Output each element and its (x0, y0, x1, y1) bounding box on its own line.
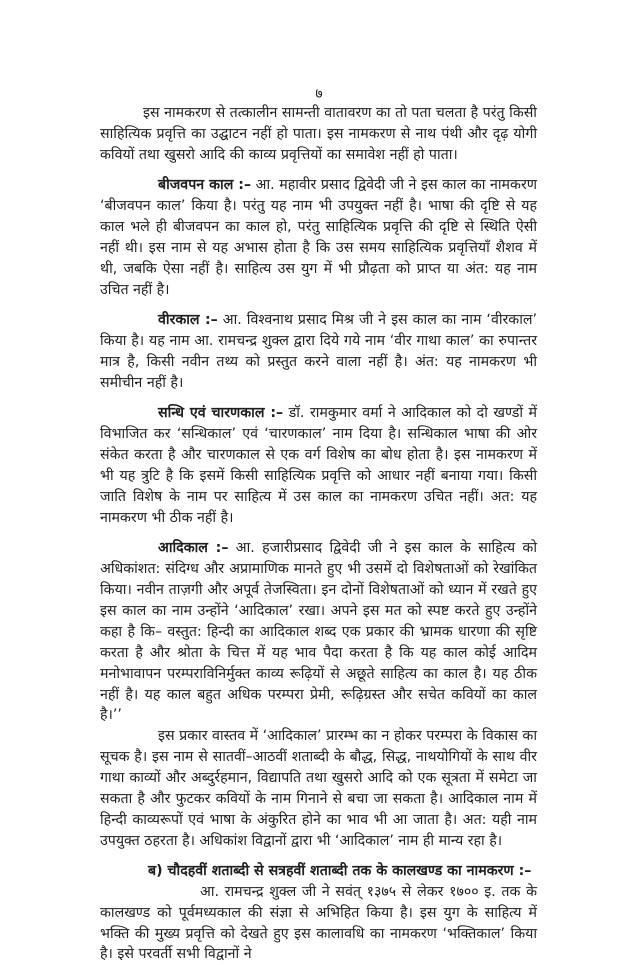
term-beejvapan-kaal: बीजवपन काल :– (158, 177, 252, 194)
section-heading-b (100, 861, 537, 882)
section-heading-b-text: ब) चौदहवीं शताब्दी से सत्रहवीं शताब्दी तक के कालखण्ड का नामकरण :– (148, 862, 532, 879)
paragraph-beejvapan-kaal (100, 175, 537, 300)
paragraph-veerkaal (100, 310, 537, 394)
term-veerkaal: वीरकाल :– (158, 312, 218, 329)
paragraph-aadikaal-text: आ. हजारीप्रसाद द्विवेदी जी ने इस काल के साहित्य को अधिकांशत: संदिग्ध और अप्रामाणिक मानते हुए भी उसमें दो विशेषताओं को रेखांकित किया। नवीन ताज़गी और अपूर्व तेजस्विता। इन दोनों विशेषताओं को ध्यान में रखते हुए इस काल का नाम उन्होंने ‘आदिकाल’ रखा। अपने इस मत को स्पष्ट करते हुए उन्होंने कहा है कि– वस्तुत: हिन्दी का आदिकाल शब्द एक प्रकार की भ्रामक धारणा की सृष्टि करता है और श्रोता के चित्त में यह भाव पैदा करता है कि यह काल कोई आदिम मनोभावापन परम्पराविनिर्मुक्त काव्य रूढ़ियों से अछूते साहित्य का काल है। यह ठीक नहीं है। यह काल बहुत अधिक परम्परा प्रेमी, रूढ़िग्रस्त और सचेत कवियों का काल है।’’ (100, 540, 537, 724)
term-sandhi-charankaal: सन्धि एवं चारणकाल :– (158, 405, 284, 422)
paragraph-sandhi-charankaal (100, 403, 537, 528)
page-number: ७ (315, 86, 323, 102)
paragraph-beejvapan-kaal-text: आ. महावीर प्रसाद द्विवेदी जी ने इस काल का नामकरण ‘बीजवपन काल’ किया है। परंतु यह नाम भी उपयुक्त नहीं है। भाषा की दृष्टि से यह काल भले ही बीजवपन का काल हो, परंतु साहित्यिक प्रवृत्ति की दृष्टि से स्थिति ऐसी नहीं थी। इस नाम से यह अभास होता है कि उस समय साहित्यिक प्रवृत्तियाँ शैशव में थी, जबकि ऐसा नहीं है। साहित्य उस युग में भी प्रौढ़ता को प्राप्त या अंत: यह नाम उचित नहीं है। (100, 177, 537, 298)
paragraph-aadikaal (100, 538, 537, 726)
paragraph-section-b (100, 882, 537, 965)
term-aadikaal: आदिकाल :– (158, 540, 229, 557)
paragraph-intro-text: इस नामकरण से तत्कालीन सामन्ती वातावरण का तो पता चलता है परंतु किसी साहित्यिक प्रवृत्ति का उद्घाटन नहीं हो पाता। इस नामकरण से नाथ पंथी और दृढ़ योगी कवियों तथा खुसरो आदि की काव्य प्रवृत्तियों का समावेश नहीं हो पाता। (100, 105, 537, 163)
paragraph-intro (100, 103, 537, 166)
paragraph-conclusion (100, 726, 537, 851)
paragraph-conclusion-text: इस प्रकार वास्तव में ‘आदिकाल’ प्रारम्भ का न होकर परम्परा के विकास का सूचक है। इस नाम से सातवीं–आठवीं शताब्दी के बौद्ध, सिद्ध, नाथयोगियों के साथ वीर गाथा काव्यों और अब्दुर्रहमान, विद्यापति तथा खुसरो आदि को एक सूत्रता में समेटा जा सकता है और फुटकर कवियों के नाम गिनाने से बचा जा सकता है। आदिकाल नाम में हिन्दी काव्यरूपों एवं भाषा के अंकुरित होने का भाव भी आ जाता है। अत: यही नाम उपयुक्त ठहरता है। अधिकांश विद्वानों द्वारा भी ‘आदिकाल’ नाम ही मान्य रहा है। (100, 728, 537, 849)
paragraph-section-b-text: आ. रामचन्द्र शुक्ल जी ने सवंत् १३७५ से लेकर १७०० इ. तक के कालखण्ड को पूर्वमध्यकाल की संज्ञा से अभिहित किया है। इस युग के साहित्य में भक्ति की मुख्य प्रवृत्ति को देखते हुए इस कालावधि का नामकरण ‘भक्तिकाल’ किया है। इसे परवर्ती सभी विद्वानों ने (100, 883, 537, 963)
paragraph-sandhi-charankaal-text: डॉ. रामकुमार वर्मा ने आदिकाल को दो खण्डों में विभाजित कर ‘सन्धिकाल’ एवं ‘चारणकाल’ नाम दिया है। सन्धिकाल भाषा की ओर संकेत करता है और चारणकाल से एक वर्ग विशेष का बोध होता है। इस नामकरण में भी यह त्रुटि है कि इसमें किसी साहित्यिक प्रवृत्ति को आधार नहीं बनाया गया। किसी जाति विशेष के नाम पर साहित्य में उस काल का नामकरण उचित नहीं। अत: यह नामकरण भी ठीक नहीं है। (100, 405, 537, 526)
body-text (100, 103, 537, 965)
paragraph-veerkaal-text: आ. विश्वनाथ प्रसाद मिश्र जी ने इस काल का नाम ‘वीरकाल’ किया है। यह नाम आ. रामचन्द्र शुक्ल द्वारा दिये गये नाम ‘वीर गाथा काल’ का रुपान्तर मात्र है, किसी नवीन तथ्य को प्रस्तुत करने वाला नहीं है। अंत: यह नामकरण भी समीचीन नहीं है। (100, 312, 538, 391)
